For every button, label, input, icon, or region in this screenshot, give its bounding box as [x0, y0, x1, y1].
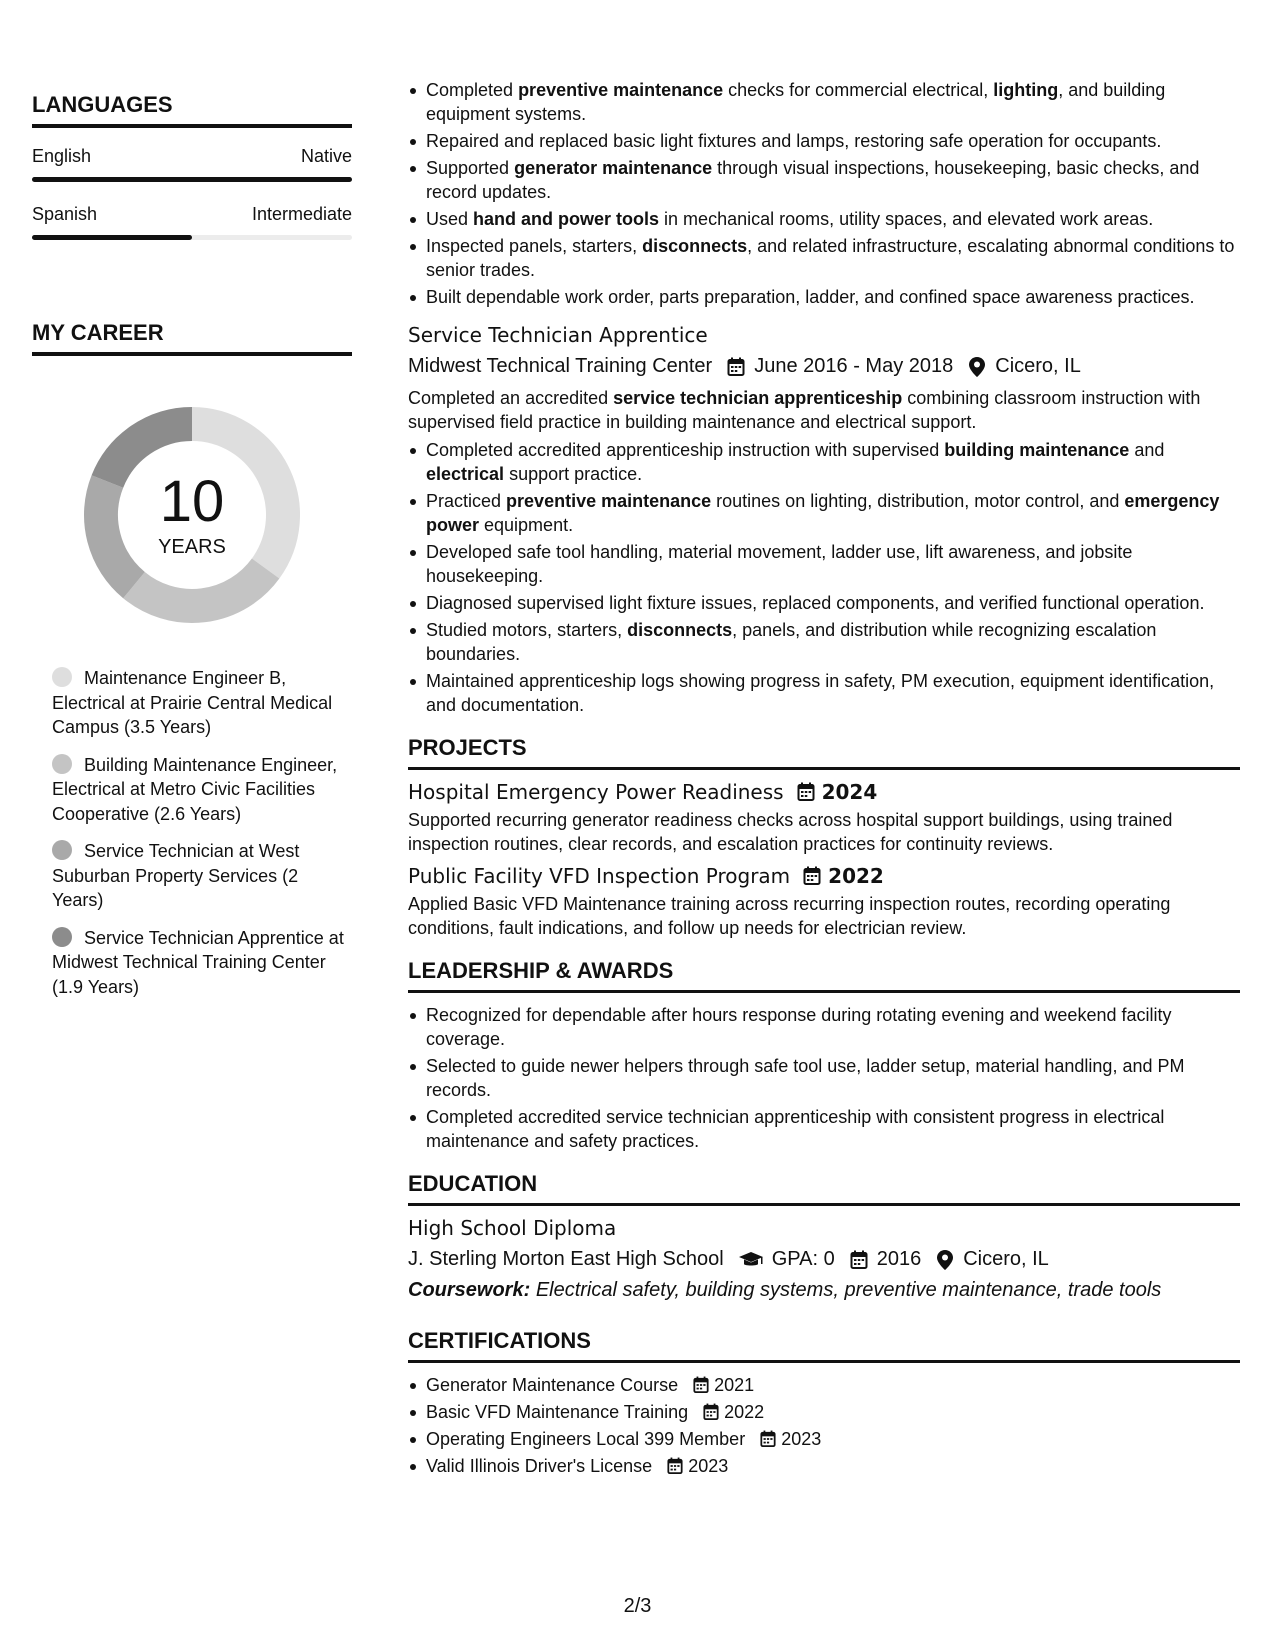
language-name: Spanish: [32, 204, 98, 224]
legend-label: Maintenance Engineer B, Electrical at Prairie Central Medical Campus (3.5 Years): [52, 668, 333, 737]
certification-item: [408, 1373, 1240, 1397]
certification-item: [408, 1400, 1240, 1424]
certification-name: Valid Illinois Driver's License: [426, 1456, 653, 1476]
certification-item: [408, 1427, 1240, 1451]
page-number: 2/3: [623, 1595, 652, 1617]
bullet-item: [408, 129, 1240, 153]
languages-heading: LANGUAGES: [32, 92, 352, 128]
bullet-item: [408, 540, 1240, 588]
project-description: Applied Basic VFD Maintenance training across recurring inspection routes, recording operating conditions, fault indications, and follow up needs for electrician review.: [408, 894, 1171, 938]
career-legend-item: [52, 753, 352, 827]
language-proficiency-bar: [32, 177, 352, 182]
text-segment: Completed accredited apprenticeship instruction with supervised: [426, 440, 945, 460]
bold-keyword: emergency power: [426, 491, 1220, 535]
coursework-text: Electrical safety, building systems, preventive maintenance, trade tools: [535, 1279, 1162, 1301]
text-segment: Developed safe tool handling, material movement, ladder use, lift awareness, and jobsite housekeeping.: [426, 542, 1133, 586]
legend-label: Service Technician Apprentice at Midwest Technical Training Center (1.9 Years): [52, 927, 344, 997]
certification-year: 2023: [688, 1456, 729, 1476]
text-segment: , and building equipment systems.: [426, 80, 1166, 124]
bullet-item: Selected to guide newer helpers through safe tool use, ladder setup, material handling, and PM records.: [408, 1054, 1240, 1102]
project-year: 2022: [828, 864, 884, 888]
text-segment: , and related infrastructure, escalating abnormal conditions to senior trades.: [426, 236, 1235, 280]
bullet-item: [408, 438, 1240, 486]
project-title-row: [408, 780, 1240, 804]
calendar-icon: [726, 357, 746, 377]
calendar-icon: [849, 1250, 869, 1270]
location-pin-icon: [935, 1250, 955, 1270]
calendar-icon: [759, 1430, 777, 1448]
certification-item: [408, 1454, 1240, 1478]
certification-name: Operating Engineers Local 399 Member: [426, 1429, 746, 1449]
text-segment: through visual inspections, housekeeping, basic checks, and record updates.: [426, 158, 1200, 202]
education-degree: High School Diploma: [408, 1216, 617, 1240]
career-total-unit: YEARS: [158, 535, 226, 558]
bold-keyword: service technician apprenticeship: [613, 388, 903, 408]
bold-keyword: preventive maintenance: [506, 491, 712, 511]
education-year: 2016: [876, 1248, 922, 1270]
bullet-item: [408, 489, 1240, 537]
projects-list: [408, 780, 1240, 940]
graduation-cap-icon: [738, 1250, 764, 1270]
language-level: Intermediate: [251, 204, 352, 224]
language-proficiency-fill: [32, 177, 352, 182]
location-pin-icon: [967, 357, 987, 377]
bullet-item: [408, 591, 1240, 615]
text-segment: support practice.: [504, 464, 643, 484]
career-heading: MY CAREER: [32, 320, 352, 356]
legend-label: Service Technician at West Suburban Property Services (2 Years): [52, 841, 300, 910]
career-legend-item: [52, 666, 352, 740]
project-description: Supported recurring generator readiness checks across hospital support buildings, using trained inspection routines, clear records, and escalation practices for continuity reviews.: [408, 810, 1173, 854]
certification-name: Generator Maintenance Course: [426, 1375, 679, 1395]
project-item: [408, 864, 1240, 940]
text-segment: combining classroom instruction with supervised field practice in building maintenance and electrical support.: [408, 388, 1201, 432]
language-name: English: [32, 146, 92, 166]
project-title: Public Facility VFD Inspection Program: [408, 864, 791, 888]
bullet-item: [408, 285, 1240, 309]
text-segment: , panels, and distribution while recognizing escalation boundaries.: [426, 620, 1157, 664]
coursework-label: Coursework:: [408, 1279, 531, 1301]
education-location: Cicero, IL: [963, 1248, 1049, 1270]
education-heading: EDUCATION: [408, 1171, 1240, 1206]
certification-year: 2022: [724, 1402, 765, 1422]
project-year: 2024: [821, 780, 878, 804]
education-meta: [408, 1248, 1240, 1271]
bold-keyword: disconnects: [627, 620, 733, 640]
text-segment: equipment.: [479, 515, 574, 535]
text-segment: in mechanical rooms, utility spaces, and elevated work areas.: [659, 209, 1154, 229]
previous-job-bullets: [408, 78, 1240, 309]
main-content: [408, 78, 1240, 1481]
language-proficiency-fill: [32, 235, 192, 240]
text-segment: Maintained apprenticeship logs showing progress in safety, PM execution, equipment identification, and documentation.: [426, 671, 1215, 715]
leadership-heading: LEADERSHIP & AWARDS: [408, 958, 1240, 993]
projects-heading: PROJECTS: [408, 735, 1240, 770]
education-school: J. Sterling Morton East High School: [408, 1248, 724, 1270]
language-proficiency-bar: [32, 235, 352, 240]
sidebar: [32, 92, 352, 1012]
legend-dot-icon: [52, 840, 72, 860]
job-company: Midwest Technical Training Center: [408, 355, 713, 377]
legend-dot-icon: [52, 754, 72, 774]
bullet-item: [408, 669, 1240, 717]
bullet-item: Recognized for dependable after hours response during rotating evening and weekend facility coverage.: [408, 1003, 1240, 1051]
bullet-item: [408, 207, 1240, 231]
bullet-item: [408, 234, 1240, 282]
legend-dot-icon: [52, 927, 72, 947]
text-segment: and: [1129, 440, 1165, 460]
calendar-icon: [796, 782, 816, 802]
text-segment: Completed: [426, 80, 519, 100]
bold-keyword: preventive maintenance: [518, 80, 724, 100]
text-segment: Repaired and replaced basic light fixtures and lamps, restoring safe operation for occupants.: [426, 131, 1162, 151]
language-spanish: [32, 204, 352, 240]
job-bullets: [408, 438, 1240, 717]
text-segment: checks for commercial electrical,: [723, 80, 994, 100]
career-legend-item: [52, 926, 352, 1000]
text-segment: Inspected panels, starters,: [426, 236, 643, 256]
career-legend-item: [52, 839, 352, 913]
text-segment: Supported: [426, 158, 515, 178]
text-segment: Completed an accredited: [408, 388, 614, 408]
career-legend: [32, 666, 352, 999]
bold-keyword: building maintenance: [944, 440, 1130, 460]
bold-keyword: disconnects: [642, 236, 748, 256]
bold-keyword: hand and power tools: [473, 209, 660, 229]
job-location: Cicero, IL: [995, 355, 1081, 377]
text-segment: Built dependable work order, parts preparation, ladder, and confined space awareness practices.: [426, 287, 1195, 307]
bullet-item: [408, 156, 1240, 204]
project-title-row: [408, 864, 1240, 888]
job-dates: June 2016 - May 2018: [754, 355, 954, 377]
text-segment: routines on lighting, distribution, motor control, and: [711, 491, 1125, 511]
job-summary: [408, 386, 1240, 434]
text-segment: Studied motors, starters,: [426, 620, 628, 640]
legend-label: Building Maintenance Engineer, Electrical at Metro Civic Facilities Cooperative (2.6 Years): [52, 754, 338, 824]
language-level: Native: [300, 146, 352, 166]
leadership-bullets: [408, 1003, 1240, 1153]
calendar-icon: [692, 1376, 710, 1394]
project-item: [408, 780, 1240, 856]
bold-keyword: generator maintenance: [514, 158, 713, 178]
certification-year: 2023: [781, 1429, 822, 1449]
job-title: Service Technician Apprentice: [408, 323, 708, 347]
certification-name: Basic VFD Maintenance Training: [426, 1402, 689, 1422]
language-english: [32, 146, 352, 182]
text-segment: Diagnosed supervised light fixture issues, replaced components, and verified functional operation.: [426, 593, 1205, 613]
bullet-item: [408, 618, 1240, 666]
job-meta: [408, 355, 1240, 378]
bullet-item: Completed accredited service technician apprenticeship with consistent progress in electrical maintenance and safety practices.: [408, 1105, 1240, 1153]
bold-keyword: electrical: [426, 464, 505, 484]
text-segment: Practiced: [426, 491, 507, 511]
text-segment: Used: [426, 209, 474, 229]
education-gpa: GPA: 0: [771, 1248, 835, 1270]
career-donut-chart: [77, 400, 307, 630]
career-total-years: 10: [159, 468, 225, 534]
legend-dot-icon: [52, 667, 72, 687]
certifications-list: [408, 1373, 1240, 1478]
calendar-icon: [666, 1457, 684, 1475]
certification-year: 2021: [714, 1375, 755, 1395]
certifications-heading: CERTIFICATIONS: [408, 1328, 1240, 1363]
calendar-icon: [802, 866, 822, 886]
bullet-item: [408, 78, 1240, 126]
project-title: Hospital Emergency Power Readiness: [408, 780, 784, 804]
calendar-icon: [702, 1403, 720, 1421]
bold-keyword: lighting: [993, 80, 1059, 100]
education-coursework: [408, 1279, 1240, 1302]
